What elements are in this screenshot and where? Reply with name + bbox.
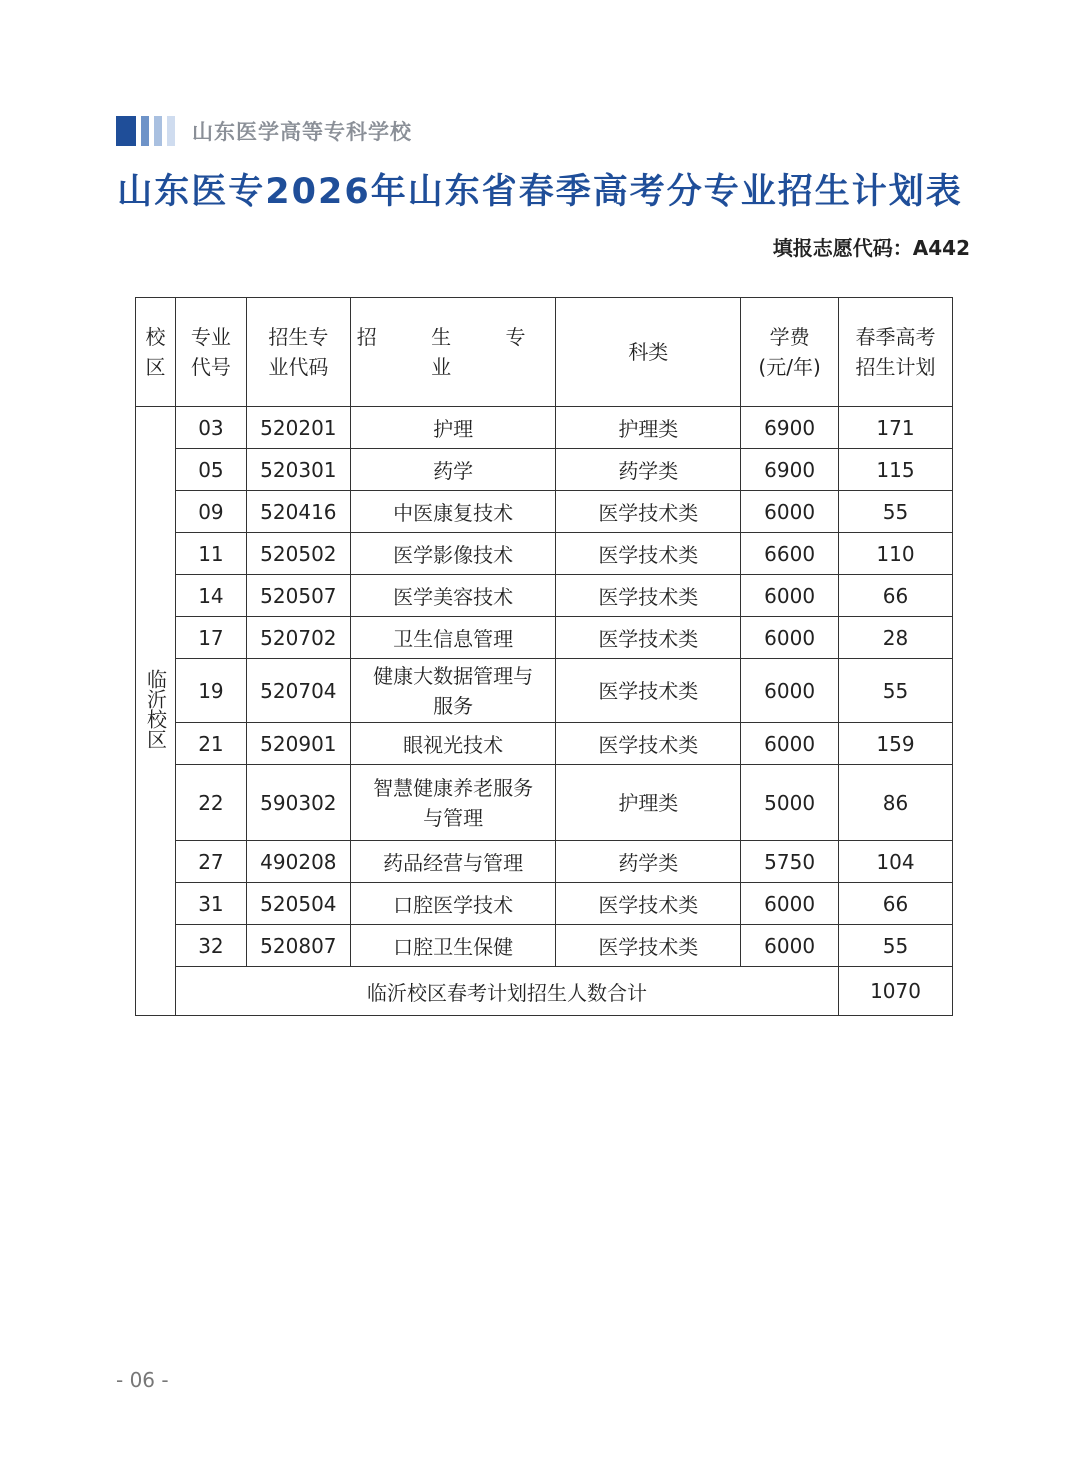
table-header-row (136, 298, 953, 407)
cell-fee: 6000 (741, 575, 839, 617)
header-fee: 学费 (元/年) (741, 298, 839, 407)
cell-fee: 6900 (741, 407, 839, 449)
cell-category: 护理类 (556, 407, 741, 449)
cell-enroll-code: 520301 (246, 449, 350, 491)
cell-fee: 6000 (741, 883, 839, 925)
cell-major: 护理 (350, 407, 556, 449)
cell-major: 中医康复技术 (350, 491, 556, 533)
cell-code: 05 (175, 449, 246, 491)
cell-fee: 6600 (741, 533, 839, 575)
table-row (136, 491, 953, 533)
cell-plan: 159 (839, 723, 953, 765)
page-title: 山东医专2026年山东省春季高考分专业招生计划表 (117, 172, 963, 212)
cell-category: 药学类 (556, 449, 741, 491)
header-category: 科类 (556, 298, 741, 407)
cell-plan: 28 (839, 617, 953, 659)
cell-code: 14 (175, 575, 246, 617)
total-value: 1070 (839, 967, 953, 1016)
table-row (136, 659, 953, 723)
cell-fee: 6900 (741, 449, 839, 491)
cell-category: 医学技术类 (556, 617, 741, 659)
cell-fee: 5000 (741, 765, 839, 841)
cell-plan: 110 (839, 533, 953, 575)
cell-enroll-code: 520504 (246, 883, 350, 925)
cell-category: 医学技术类 (556, 575, 741, 617)
cell-category: 护理类 (556, 765, 741, 841)
cell-major: 智慧健康养老服务 与管理 (350, 765, 556, 841)
cell-enroll-code: 590302 (246, 765, 350, 841)
table-row (136, 407, 953, 449)
cell-major: 药品经营与管理 (350, 841, 556, 883)
table-row (136, 533, 953, 575)
cell-plan: 171 (839, 407, 953, 449)
cell-fee: 6000 (741, 617, 839, 659)
cell-fee: 5750 (741, 841, 839, 883)
total-label: 临沂校区春考计划招生人数合计 (175, 967, 838, 1016)
cell-major: 医学美容技术 (350, 575, 556, 617)
cell-code: 19 (175, 659, 246, 723)
cell-code: 11 (175, 533, 246, 575)
cell-plan: 115 (839, 449, 953, 491)
cell-enroll-code: 490208 (246, 841, 350, 883)
cell-major: 医学影像技术 (350, 533, 556, 575)
cell-category: 医学技术类 (556, 659, 741, 723)
campus-cell: 临沂校区 (136, 407, 176, 1016)
cell-plan: 86 (839, 765, 953, 841)
cell-enroll-code: 520702 (246, 617, 350, 659)
cell-plan: 55 (839, 659, 953, 723)
header-enroll-code: 招生专 业代码 (246, 298, 350, 407)
cell-enroll-code: 520704 (246, 659, 350, 723)
cell-plan: 104 (839, 841, 953, 883)
table-row (136, 883, 953, 925)
fill-code: 填报志愿代码：A442 (772, 236, 970, 260)
brand-bars-decoration (116, 116, 180, 146)
cell-category: 医学技术类 (556, 925, 741, 967)
cell-major: 口腔卫生保健 (350, 925, 556, 967)
cell-enroll-code: 520807 (246, 925, 350, 967)
cell-category: 医学技术类 (556, 723, 741, 765)
cell-code: 32 (175, 925, 246, 967)
header-major: 招 生 专 业 (350, 298, 556, 407)
cell-code: 22 (175, 765, 246, 841)
cell-fee: 6000 (741, 723, 839, 765)
page-number: - 06 - (116, 1368, 169, 1392)
table-row (136, 575, 953, 617)
cell-category: 药学类 (556, 841, 741, 883)
cell-code: 21 (175, 723, 246, 765)
cell-major: 卫生信息管理 (350, 617, 556, 659)
cell-category: 医学技术类 (556, 491, 741, 533)
cell-plan: 55 (839, 925, 953, 967)
cell-fee: 6000 (741, 491, 839, 533)
cell-code: 03 (175, 407, 246, 449)
header-campus: 校 区 (136, 298, 176, 407)
brand-header (116, 116, 412, 146)
cell-enroll-code: 520416 (246, 491, 350, 533)
cell-code: 27 (175, 841, 246, 883)
header-plan: 春季高考 招生计划 (839, 298, 953, 407)
table-row (136, 765, 953, 841)
total-row (136, 967, 953, 1016)
cell-fee: 6000 (741, 925, 839, 967)
cell-major: 健康大数据管理与 服务 (350, 659, 556, 723)
cell-plan: 55 (839, 491, 953, 533)
cell-code: 09 (175, 491, 246, 533)
header-major-code: 专业 代号 (175, 298, 246, 407)
table-row (136, 841, 953, 883)
enrollment-plan-table (135, 297, 953, 1016)
cell-major: 口腔医学技术 (350, 883, 556, 925)
table-row (136, 925, 953, 967)
table-row (136, 449, 953, 491)
cell-enroll-code: 520502 (246, 533, 350, 575)
cell-plan: 66 (839, 575, 953, 617)
cell-enroll-code: 520507 (246, 575, 350, 617)
cell-enroll-code: 520901 (246, 723, 350, 765)
cell-fee: 6000 (741, 659, 839, 723)
cell-code: 31 (175, 883, 246, 925)
cell-plan: 66 (839, 883, 953, 925)
cell-major: 药学 (350, 449, 556, 491)
brand-name: 山东医学高等专科学校 (192, 120, 412, 144)
cell-code: 17 (175, 617, 246, 659)
cell-enroll-code: 520201 (246, 407, 350, 449)
cell-category: 医学技术类 (556, 533, 741, 575)
table-row (136, 617, 953, 659)
cell-category: 医学技术类 (556, 883, 741, 925)
table-row (136, 723, 953, 765)
cell-major: 眼视光技术 (350, 723, 556, 765)
